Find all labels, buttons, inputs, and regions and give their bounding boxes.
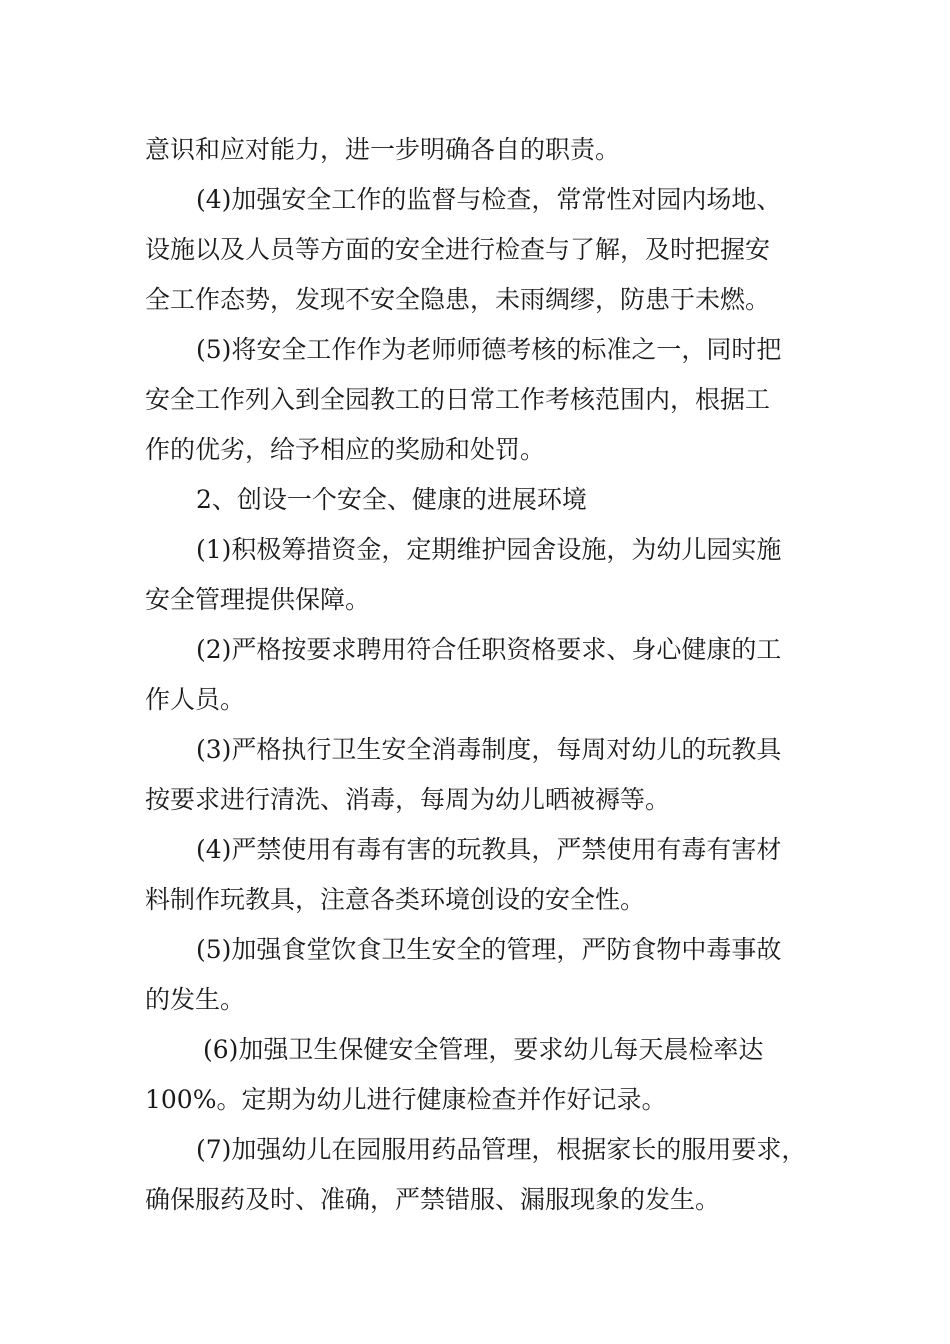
text-line: 100%。定期为幼儿进行健康检查并作好记录。 (145, 1085, 667, 1114)
text-line: 作人员。 (145, 685, 246, 714)
text-line: (6)加强卫生保健安全管理，要求幼儿每天晨检率达 (203, 1035, 764, 1064)
text-line: (5)将安全工作作为老师师德考核的标准之一，同时把 (196, 335, 782, 364)
text-line: 料制作玩教具，注意各类环境创设的安全性。 (145, 885, 646, 914)
text-line: 的发生。 (145, 985, 246, 1014)
text-line: (3)严格执行卫生安全消毒制度，每周对幼儿的玩教具 (196, 735, 782, 764)
text-line: 确保服药及时、准确，严禁错服、漏服现象的发生。 (145, 1185, 721, 1214)
text-line: (5)加强食堂饮食卫生安全的管理，严防食物中毒事故 (196, 935, 782, 964)
text-line: 按要求进行清洗、消毒，每周为幼儿晒被褥等。 (145, 785, 671, 814)
text-line: 设施以及人员等方面的安全进行检查与了解，及时把握安 (145, 235, 771, 264)
text-line: (4)严禁使用有毒有害的玩教具，严禁使用有毒有害材 (196, 835, 782, 864)
section-heading: 2、创设一个安全、健康的进展环境 (196, 485, 587, 514)
text-line: (2)严格按要求聘用符合任职资格要求、身心健康的工 (196, 635, 782, 664)
text-line: 安全工作列入到全园教工的日常工作考核范围内，根据工 (145, 385, 771, 414)
text-line: (7)加强幼儿在园服用药品管理，根据家长的服用要求， (196, 1135, 807, 1164)
text-line: 作的优劣，给予相应的奖励和处罚。 (145, 435, 546, 464)
text-line: (1)积极筹措资金，定期维护园舍设施，为幼儿园实施 (196, 535, 782, 564)
text-line: 意识和应对能力，进一步明确各自的职责。 (145, 135, 621, 164)
text-line: 安全管理提供保障。 (145, 585, 371, 614)
text-line: 全工作态势，发现不安全隐患，未雨绸缪，防患于未燃。 (145, 285, 771, 314)
text-line: (4)加强安全工作的监督与检查，常常性对园内场地、 (196, 185, 782, 214)
